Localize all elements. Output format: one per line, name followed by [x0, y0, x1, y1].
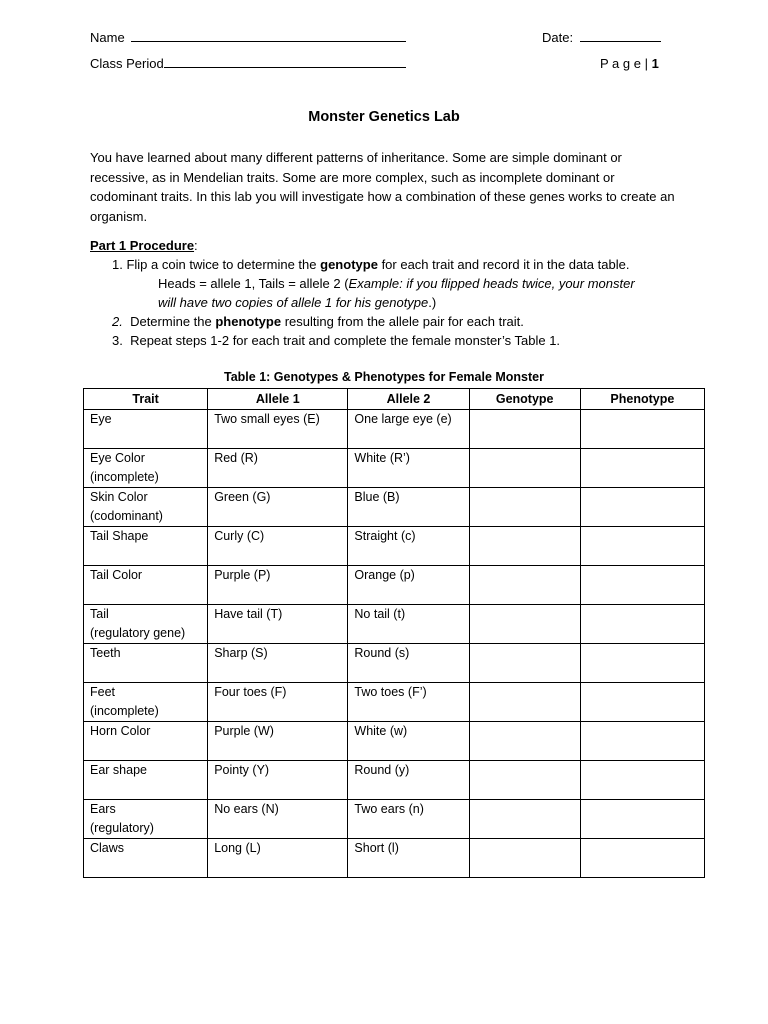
trait-name: Eye Color: [90, 451, 145, 465]
step-1-note-b: Example: if you flipped heads twice, your monster: [348, 276, 635, 291]
cell-genotype[interactable]: [469, 722, 580, 761]
cell-allele-2: White (R’): [348, 449, 469, 488]
cell-allele-1: Green (G): [208, 488, 348, 527]
step-2-number: 2.: [112, 314, 123, 329]
page-indicator: [600, 56, 659, 71]
cell-allele-1: Pointy (Y): [208, 761, 348, 800]
procedure-step-1-note-line-1: [158, 276, 635, 291]
cell-trait: [84, 761, 208, 800]
cell-trait: [84, 800, 208, 839]
table-header-row: [84, 389, 705, 410]
table-row: [84, 449, 705, 488]
cell-allele-2: Short (l): [348, 839, 469, 878]
trait-name: Ears: [90, 802, 116, 816]
cell-allele-1: Red (R): [208, 449, 348, 488]
cell-allele-1: Purple (W): [208, 722, 348, 761]
cell-allele-1: Two small eyes (E): [208, 410, 348, 449]
class-period-blank[interactable]: [164, 56, 406, 68]
header-allele-2: Allele 2: [348, 389, 469, 410]
table-row: [84, 527, 705, 566]
cell-genotype[interactable]: [469, 449, 580, 488]
cell-phenotype[interactable]: [580, 527, 704, 566]
table-row: [84, 800, 705, 839]
header-allele-1: Allele 1: [208, 389, 348, 410]
date-label: Date:: [542, 30, 574, 45]
page-number: 1: [651, 56, 659, 71]
cell-allele-2: Two toes (F’): [348, 683, 469, 722]
cell-trait: [84, 683, 208, 722]
table-row: [84, 839, 705, 878]
date-blank[interactable]: [580, 30, 661, 42]
header-trait: Trait: [84, 389, 208, 410]
cell-phenotype[interactable]: [580, 449, 704, 488]
procedure-heading-colon: :: [194, 238, 198, 253]
date-field: [542, 30, 661, 45]
cell-allele-1: Purple (P): [208, 566, 348, 605]
cell-allele-2: Straight (c): [348, 527, 469, 566]
cell-phenotype[interactable]: [580, 800, 704, 839]
cell-allele-2: Round (y): [348, 761, 469, 800]
cell-genotype[interactable]: [469, 644, 580, 683]
trait-name: Horn Color: [90, 724, 151, 738]
step-2-text-c: resulting from the allele pair for each trait.: [284, 314, 524, 329]
cell-genotype[interactable]: [469, 605, 580, 644]
cell-phenotype[interactable]: [580, 410, 704, 449]
trait-name: Tail Color: [90, 568, 143, 582]
cell-phenotype[interactable]: [580, 683, 704, 722]
cell-allele-2: Orange (p): [348, 566, 469, 605]
trait-name: Ear shape: [90, 763, 147, 777]
step-1-text-c: for each trait and record it in the data table.: [381, 257, 630, 272]
table-row: [84, 488, 705, 527]
intro-paragraph: You have learned about many different patterns of inheritance. Some are simple dominant or recessive, as in Mendelian traits. Some are more complex, such as incomplete dominant or codominant traits. In this lab you will investigate how a combination of these genes works to create an organism.: [90, 150, 675, 224]
name-blank[interactable]: [131, 30, 406, 42]
cell-trait: [84, 839, 208, 878]
trait-qualifier: (incomplete): [90, 703, 159, 718]
procedure-step-1-note-line-2: [158, 295, 436, 310]
procedure-heading: [90, 238, 198, 253]
trait-name: Tail: [90, 607, 109, 621]
cell-trait: [84, 644, 208, 683]
trait-qualifier: (regulatory): [90, 820, 154, 835]
cell-allele-1: Sharp (S): [208, 644, 348, 683]
table-row: [84, 722, 705, 761]
step-1-number: 1.: [112, 257, 123, 272]
page-label: P a g e: [600, 56, 641, 71]
cell-phenotype[interactable]: [580, 566, 704, 605]
trait-name: Feet: [90, 685, 116, 699]
table-row: [84, 605, 705, 644]
cell-allele-1: Long (L): [208, 839, 348, 878]
cell-allele-2: One large eye (e): [348, 410, 469, 449]
cell-trait: [84, 527, 208, 566]
cell-genotype[interactable]: [469, 566, 580, 605]
cell-genotype[interactable]: [469, 761, 580, 800]
table-caption: Table 1: Genotypes & Phenotypes for Female Monster: [224, 370, 544, 384]
cell-allele-1: No ears (N): [208, 800, 348, 839]
step-2-text-a: Determine the: [130, 314, 212, 329]
trait-qualifier: (regulatory gene): [90, 625, 186, 640]
cell-allele-2: Two ears (n): [348, 800, 469, 839]
trait-name: Claws: [90, 841, 125, 855]
procedure-step-2: [112, 314, 524, 329]
table-row: [84, 761, 705, 800]
header-phenotype: Phenotype: [580, 389, 704, 410]
cell-genotype[interactable]: [469, 683, 580, 722]
table-row: [84, 566, 705, 605]
step-3-number: 3.: [112, 333, 123, 348]
procedure-heading-text: Part 1 Procedure: [90, 238, 195, 253]
step-1-note-a: Heads = allele 1, Tails = allele 2 (: [158, 276, 349, 291]
procedure-step-1: [112, 257, 629, 272]
cell-phenotype[interactable]: [580, 488, 704, 527]
cell-allele-1: Four toes (F): [208, 683, 348, 722]
class-period-label: Class Period: [90, 56, 164, 71]
cell-genotype[interactable]: [469, 800, 580, 839]
trait-qualifier: (codominant): [90, 508, 163, 523]
cell-trait: [84, 488, 208, 527]
cell-allele-1: Curly (C): [208, 527, 348, 566]
cell-allele-2: Round (s): [348, 644, 469, 683]
cell-trait: [84, 566, 208, 605]
page-separator: |: [644, 56, 648, 71]
cell-genotype[interactable]: [469, 488, 580, 527]
cell-allele-2: White (w): [348, 722, 469, 761]
cell-genotype[interactable]: [469, 527, 580, 566]
cell-trait: [84, 722, 208, 761]
cell-phenotype[interactable]: [580, 722, 704, 761]
cell-allele-2: Blue (B): [348, 488, 469, 527]
header-genotype: Genotype: [469, 389, 580, 410]
genotype-phenotype-table: [83, 388, 705, 878]
step-3-text: Repeat steps 1-2 for each trait and complete the female monster’s Table 1.: [130, 333, 561, 348]
step-2-keyword: phenotype: [215, 314, 282, 329]
trait-name: Teeth: [90, 646, 121, 660]
trait-name: Eye: [90, 412, 112, 426]
procedure-step-3: [112, 333, 560, 348]
cell-genotype[interactable]: [469, 839, 580, 878]
cell-trait: [84, 449, 208, 488]
step-1-note-d: .): [428, 295, 437, 310]
step-1-text-a: Flip a coin twice to determine the: [126, 257, 317, 272]
cell-phenotype[interactable]: [580, 761, 704, 800]
step-1-keyword: genotype: [320, 257, 378, 272]
trait-qualifier: (incomplete): [90, 469, 159, 484]
page-title: Monster Genetics Lab: [308, 109, 460, 125]
trait-name: Tail Shape: [90, 529, 149, 543]
cell-trait: [84, 605, 208, 644]
name-label: Name: [90, 30, 125, 45]
trait-name: Skin Color: [90, 490, 148, 504]
step-1-note-c: will have two copies of allele 1 for his genotype: [158, 295, 429, 310]
cell-phenotype[interactable]: [580, 839, 704, 878]
cell-genotype[interactable]: [469, 410, 580, 449]
table-row: [84, 683, 705, 722]
cell-allele-1: Have tail (T): [208, 605, 348, 644]
table-row: [84, 644, 705, 683]
cell-trait: [84, 410, 208, 449]
name-field: [90, 30, 406, 45]
class-period-field: [90, 56, 406, 71]
cell-phenotype[interactable]: [580, 605, 704, 644]
table-row: [84, 410, 705, 449]
cell-phenotype[interactable]: [580, 644, 704, 683]
cell-allele-2: No tail (t): [348, 605, 469, 644]
